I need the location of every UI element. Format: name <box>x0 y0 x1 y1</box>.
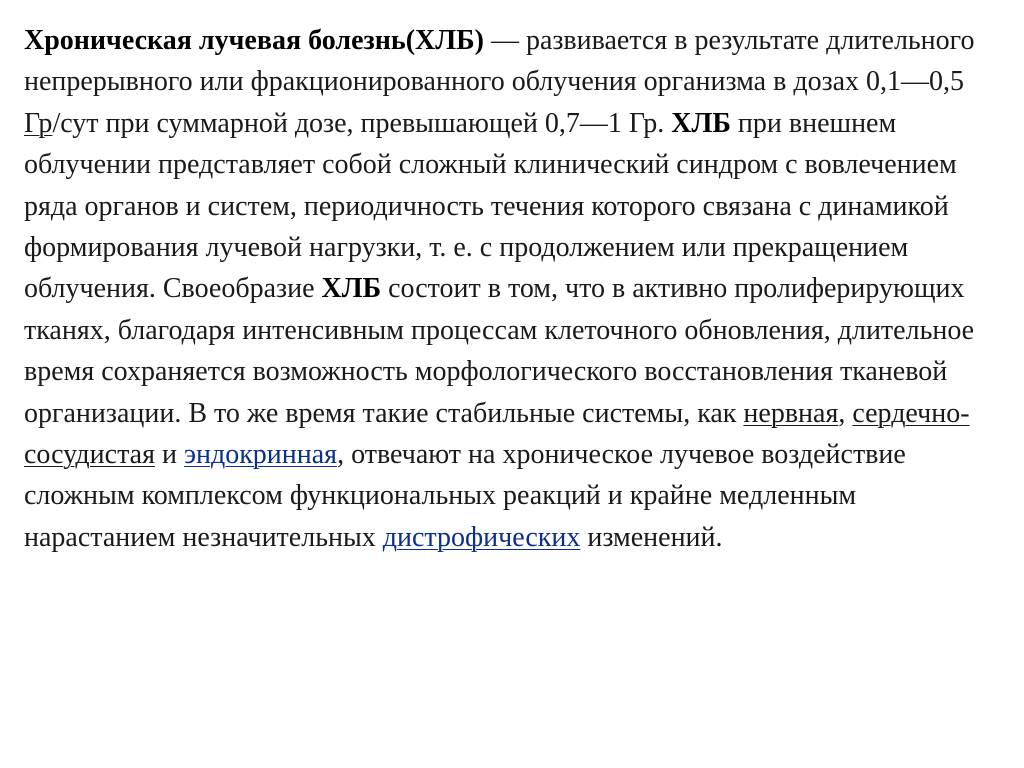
abbreviation-bold-1: ХЛБ <box>671 107 731 139</box>
text-segment-1: — развивается в результате длительного непрерывного или фракционированного облучения организма в дозах 0,1—0,5 <box>24 25 975 98</box>
text-segment-7: , отвечают на хроническое лучевое воздействие сложным комплексом функциональных реакций и крайне медленным нарастанием незначительных <box>24 439 906 553</box>
body-paragraph <box>24 20 1006 558</box>
endocrine-system-link[interactable]: эндокринная <box>183 439 338 471</box>
unit-gray-link[interactable]: Гр <box>24 107 53 139</box>
text-segment-3: при внешнем облучении представляет собой сложный клинический синдром с вовлечением ряда органов и систем, периодичность течения которого связана с динамикой формирования лучевой нагрузки, т. е. с продолжением или прекращением облучения. Своеобразие <box>24 107 957 305</box>
text-segment-8: изменений. <box>580 521 723 553</box>
text-segment-5: , <box>838 397 853 429</box>
abbreviation-bold-2: ХЛБ <box>321 273 382 305</box>
text-segment-4: состоит в том, что в активно пролиферирующих тканях, благодаря интенсивным процессам клеточного обновления, длительное время сохраняется возможность морфологического восстановления тканевой организации. В то же время такие стабильные системы, как <box>24 273 975 429</box>
cardiovascular-system-link[interactable]: сердечно-сосудистая <box>24 397 970 471</box>
nervous-system-link[interactable]: нервная <box>743 397 839 429</box>
text-segment-2: /сут при суммарной дозе, превышающей 0,7—1 Гр. <box>52 107 672 139</box>
dystrophic-changes-link[interactable]: дистрофических <box>382 521 581 553</box>
text-segment-6: и <box>154 439 184 471</box>
term-heading: Хроническая лучевая болезнь(ХЛБ) <box>24 25 484 56</box>
